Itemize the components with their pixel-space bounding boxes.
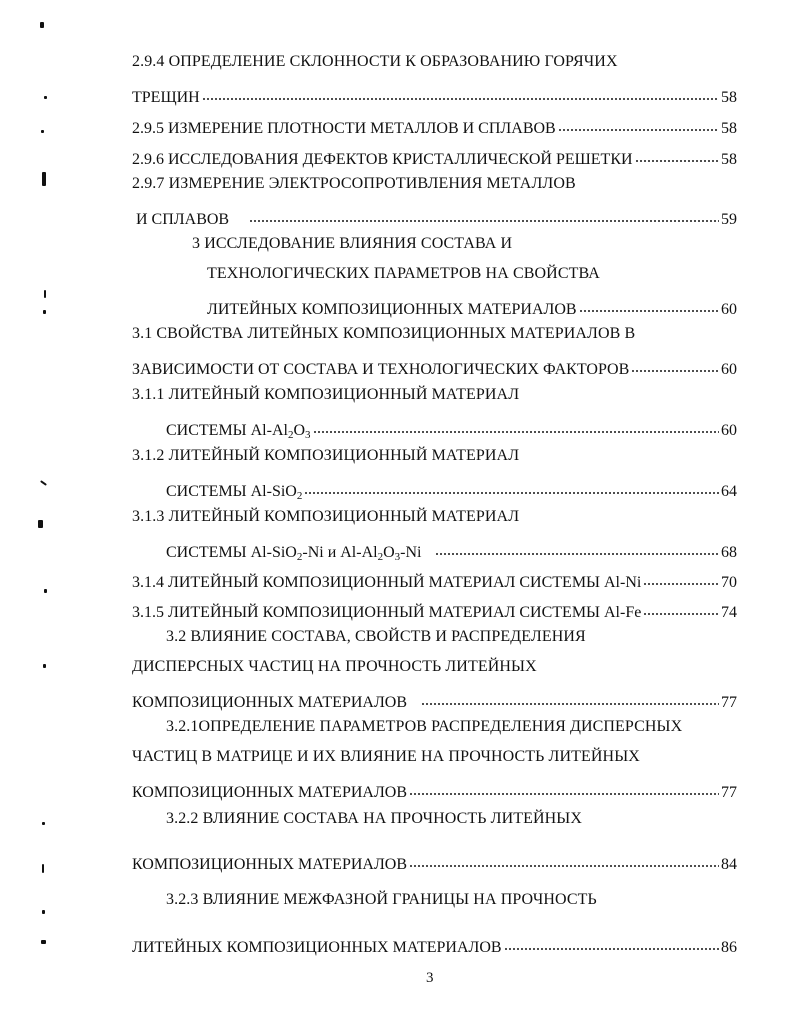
toc-entry-3-1-5[interactable] — [132, 597, 737, 623]
scan-mark — [42, 822, 45, 825]
toc-entry-2-9-5[interactable] — [132, 113, 737, 139]
toc-entry-3-2-2-line1: 3.2.2 ВЛИЯНИЕ СОСТАВА НА ПРОЧНОСТЬ ЛИТЕЙНЫХ — [166, 810, 582, 827]
scan-mark — [44, 589, 47, 593]
toc-entry-label: ЛИТЕЙНЫХ КОМПОЗИЦИОННЫХ МАТЕРИАЛОВ — [132, 939, 502, 956]
toc-entry-label: КОМПОЗИЦИОННЫХ МАТЕРИАЛОВ — [132, 694, 408, 711]
scan-mark — [42, 172, 46, 186]
toc-entry-label — [166, 482, 302, 502]
scan-mark — [40, 480, 47, 486]
dot-leader — [202, 82, 719, 102]
toc-page-number: 74 — [721, 604, 737, 621]
dot-leader — [558, 113, 719, 133]
toc-page-number: 68 — [721, 544, 737, 561]
toc-entry-3-1-line1: 3.1 СВОЙСТВА ЛИТЕЙНЫХ КОМПОЗИЦИОННЫХ МАТЕРИАЛОВ В — [132, 325, 636, 342]
toc-entry-label: ЗАВИСИМОСТИ ОТ СОСТАВА И ТЕХНОЛОГИЧЕСКИХ ФАКТОРОВ — [132, 361, 630, 378]
toc-entry-3-2-line1: 3.2 ВЛИЯНИЕ СОСТАВА, СВОЙСТВ И РАСПРЕДЕЛЕНИЯ — [166, 628, 586, 645]
toc-entry-3-2-1-line2: ЧАСТИЦ В МАТРИЦЕ И ИХ ВЛИЯНИЕ НА ПРОЧНОСТЬ ЛИТЕЙНЫХ — [132, 748, 640, 765]
scan-mark — [44, 96, 47, 99]
formula-text: -Ni и Al-Al — [302, 544, 378, 561]
dot-leader — [579, 294, 719, 314]
dot-leader — [409, 849, 719, 869]
toc-page-number: 77 — [721, 694, 737, 711]
dot-leader — [504, 932, 719, 952]
toc-page-number: 70 — [721, 574, 737, 591]
formula-text: СИСТЕМЫ Al-SiO — [166, 544, 297, 561]
toc-entry-2-9-7-line1: 2.9.7 ИЗМЕРЕНИЕ ЭЛЕКТРОСОПРОТИВЛЕНИЯ МЕТАЛЛОВ — [132, 175, 576, 192]
toc-entry-3-1-2[interactable] — [166, 476, 737, 502]
toc-entry-3-1-3[interactable] — [166, 537, 737, 563]
page-number: 3 — [426, 970, 434, 986]
toc-entry-3-1-1[interactable] — [166, 415, 737, 441]
toc-page-number: 58 — [721, 120, 737, 137]
subscript: 2 — [287, 429, 294, 441]
dot-leader — [435, 537, 719, 557]
toc-entry-3-line1: 3 ИССЛЕДОВАНИЕ ВЛИЯНИЯ СОСТАВА И — [192, 235, 513, 252]
dot-leader — [635, 144, 719, 164]
toc-entry-3-2-1[interactable] — [132, 777, 737, 803]
toc-entry-3-1[interactable] — [132, 354, 737, 380]
scan-mark — [41, 130, 44, 133]
toc-entry-label: КОМПОЗИЦИОННЫХ МАТЕРИАЛОВ — [132, 856, 408, 873]
toc-entry-label: ЛИТЕЙНЫХ КОМПОЗИЦИОННЫХ МАТЕРИАЛОВ — [207, 301, 577, 318]
toc-entry-3-2-line2: ДИСПЕРСНЫХ ЧАСТИЦ НА ПРОЧНОСТЬ ЛИТЕЙНЫХ — [132, 658, 537, 675]
toc-page-number: 60 — [721, 301, 737, 318]
dot-leader — [643, 567, 719, 587]
toc-entry-2-9-4-line1: 2.9.4 ОПРЕДЕЛЕНИЕ СКЛОННОСТИ К ОБРАЗОВАНИЮ ГОРЯЧИХ — [132, 53, 618, 70]
subscript: 3 — [394, 551, 401, 563]
toc-entry-3-2-3[interactable] — [132, 932, 737, 958]
toc-page-number: 86 — [721, 939, 737, 956]
toc-entry-3-2-2[interactable] — [132, 849, 737, 875]
scan-mark — [43, 310, 46, 314]
toc-entry-label: 3.1.5 ЛИТЕЙНЫЙ КОМПОЗИЦИОННЫЙ МАТЕРИАЛ СИСТЕМЫ Al-Fe — [132, 604, 642, 621]
dot-leader — [409, 777, 719, 797]
scan-mark — [42, 910, 45, 914]
toc-page-number: 60 — [721, 422, 737, 439]
toc-entry-label: 3.1.4 ЛИТЕЙНЫЙ КОМПОЗИЦИОННЫЙ МАТЕРИАЛ СИСТЕМЫ Al-Ni — [132, 574, 642, 591]
formula-text: СИСТЕМЫ Al-SiO — [166, 483, 297, 500]
subscript: 3 — [305, 429, 311, 441]
toc-entry-label: И СПЛАВОВ — [136, 211, 230, 228]
toc-entry-label: ТРЕЩИН — [132, 89, 200, 106]
dot-leader — [631, 354, 719, 374]
toc-page-number: 77 — [721, 784, 737, 801]
subscript: 2 — [377, 551, 384, 563]
toc-entry-label — [166, 421, 311, 441]
toc-page-number: 64 — [721, 483, 737, 500]
formula-text: СИСТЕМЫ Al-Al — [166, 422, 288, 439]
toc-page-number: 59 — [721, 211, 737, 228]
toc-entry-3-line2: ТЕХНОЛОГИЧЕСКИХ ПАРАМЕТРОВ НА СВОЙСТВА — [207, 265, 600, 282]
toc-entry-3-1-3-line1: 3.1.3 ЛИТЕЙНЫЙ КОМПОЗИЦИОННЫЙ МАТЕРИАЛ — [132, 508, 520, 525]
toc-entry-2-9-4[interactable] — [132, 82, 737, 108]
scan-mark — [41, 940, 46, 944]
formula-text: O — [383, 544, 395, 561]
scan-mark — [42, 864, 44, 873]
toc-entry-3-1-1-line1: 3.1.1 ЛИТЕЙНЫЙ КОМПОЗИЦИОННЫЙ МАТЕРИАЛ — [132, 386, 520, 403]
toc-entry-3-2-1-line1: 3.2.1ОПРЕДЕЛЕНИЕ ПАРАМЕТРОВ РАСПРЕДЕЛЕНИЯ ДИСПЕРСНЫХ — [166, 718, 683, 735]
dot-leader — [313, 415, 719, 435]
scan-mark — [40, 22, 44, 28]
toc-entry-label — [166, 543, 421, 563]
toc-entry-label: 2.9.6 ИССЛЕДОВАНИЯ ДЕФЕКТОВ КРИСТАЛЛИЧЕСКОЙ РЕШЕТКИ — [132, 151, 633, 168]
formula-text: -Ni — [400, 544, 422, 561]
dot-leader — [421, 687, 719, 707]
toc-entry-2-9-7[interactable] — [136, 204, 737, 230]
formula-text: O — [293, 422, 306, 439]
toc-entry-label: 2.9.5 ИЗМЕРЕНИЕ ПЛОТНОСТИ МЕТАЛЛОВ И СПЛАВОВ — [132, 120, 556, 137]
toc-entry-3-2[interactable] — [132, 687, 737, 713]
toc-page-number: 58 — [721, 151, 737, 168]
toc-entry-3-1-2-line1: 3.1.2 ЛИТЕЙНЫЙ КОМПОЗИЦИОННЫЙ МАТЕРИАЛ — [132, 447, 520, 464]
toc-entry-2-9-6[interactable] — [132, 144, 737, 170]
toc-entry-3[interactable] — [207, 294, 737, 320]
dot-leader — [643, 597, 719, 617]
dot-leader — [304, 476, 719, 496]
toc-entry-3-1-4[interactable] — [132, 567, 737, 593]
subscript: 2 — [296, 551, 303, 563]
toc-page-number: 58 — [721, 89, 737, 106]
dot-leader — [249, 204, 719, 224]
toc-entry-3-2-3-line1: 3.2.3 ВЛИЯНИЕ МЕЖФАЗНОЙ ГРАНИЦЫ НА ПРОЧНОСТЬ — [166, 891, 597, 908]
toc-entry-label: КОМПОЗИЦИОННЫХ МАТЕРИАЛОВ — [132, 784, 408, 801]
scan-mark — [38, 520, 43, 528]
toc-page-number: 84 — [721, 856, 737, 873]
scan-mark — [44, 290, 46, 298]
toc-page-number: 60 — [721, 361, 737, 378]
scan-mark — [43, 664, 46, 668]
subscript: 2 — [296, 490, 303, 502]
